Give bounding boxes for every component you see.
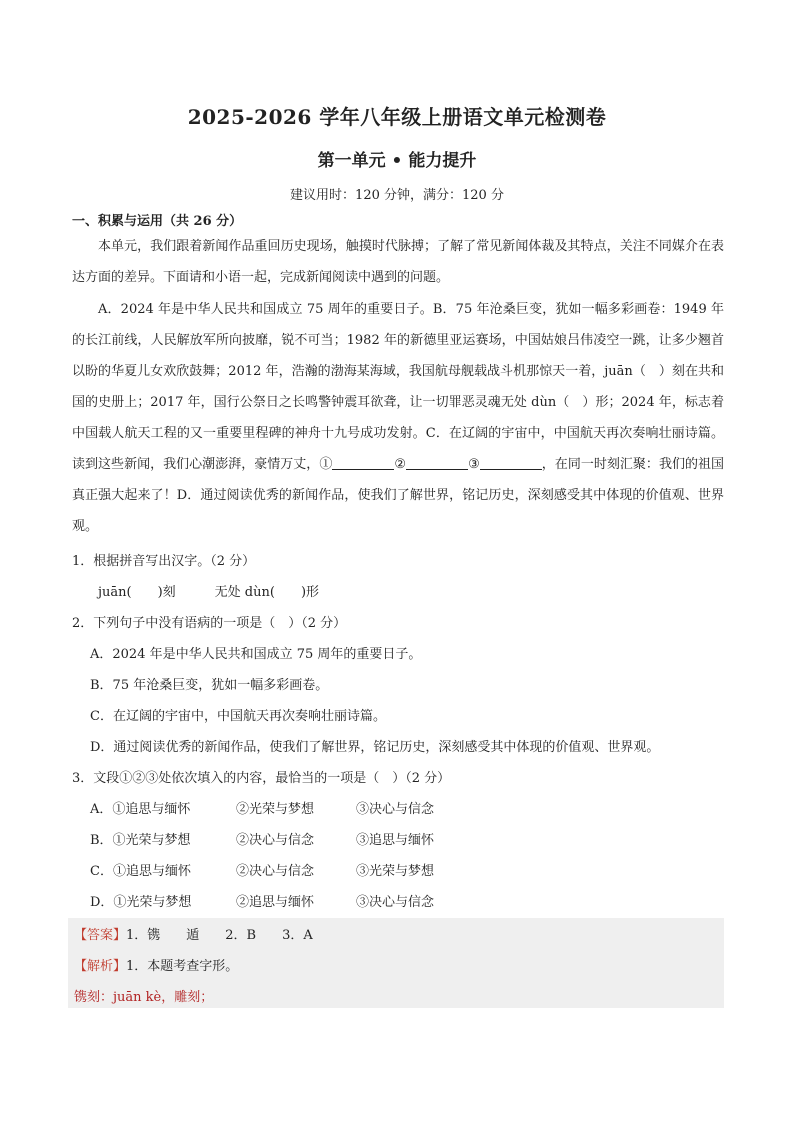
option-part: A．①追思与缅怀 (90, 802, 191, 817)
option-part: ③追思与缅怀 (356, 833, 435, 848)
passage-marker-2: ② (394, 457, 407, 472)
option-part: D．①光荣与梦想 (90, 895, 192, 910)
option-part: ③光荣与梦想 (356, 864, 435, 879)
option-part: ②决心与信念 (236, 864, 315, 879)
option-part: C．①追思与缅怀 (90, 864, 191, 879)
passage-intro: 本单元，我们跟着新闻作品重回历史现场，触摸时代脉搏；了解了常见新闻体裁及其特点，关注不同媒介在表达方面的差异。下面请和小语一起，完成新闻阅读中遇到的问题。 (72, 239, 724, 285)
blank-3 (480, 455, 542, 470)
time-score-info: 建议用时：120 分钟，满分：120 分 (290, 188, 504, 203)
option-part: ②光荣与梦想 (236, 802, 315, 817)
question-3-stem: 3．文段①②③处依次填入的内容，最恰当的一项是（ ）（2 分） (72, 771, 451, 786)
answer-label: 【答案】 (74, 928, 127, 943)
question-3-option-b (90, 829, 434, 848)
option-part: ③决心与信念 (356, 802, 435, 817)
option-part: ③决心与信念 (356, 895, 435, 910)
unit-subtitle: 第一单元 • 能力提升 (317, 151, 477, 171)
passage-text-a: A．2024 年是中华人民共和国成立 75 周年的重要日子。B．75 年沧桑巨变，犹如一幅多彩画卷：1949 年的长江前线，人民解放军所向披靡，锐不可当；1982 年的新德里亚运赛场，中国姑娘吕伟凌空一跳，让多少翘首以盼的华夏儿女欢欣鼓舞；2012 年，浩瀚的渤海某海域，我国航母舰载战斗机那惊天一着，juān（ ）刻在共和国的史册上；2017 年，国行公祭日之长鸣警钟震耳欲聋，让一切罪恶灵魂无处 dùn（ ）形；2024 年，标志着中国载人航天工程的又一重要里程碑的神舟十九号成功发射。C．在辽阔的宇宙中，中国航天再次奏响壮丽诗篇。读到这些新闻，我们心潮澎湃，豪情万丈，① (72, 302, 724, 472)
question-2-option-a: A．2024 年是中华人民共和国成立 75 周年的重要日子。 (90, 647, 422, 662)
option-part: B．①光荣与梦想 (90, 833, 191, 848)
passage-text-d: ，在同一时刻汇聚：我们的祖国真正强大起来了！D．通过阅读优秀的新闻作品，使我们了解世界，铭记历史，深刻感受其中体现的价值观、世界观。 (72, 457, 725, 534)
question-3-option-d (90, 891, 434, 910)
blank-2 (406, 455, 468, 470)
answer-line (74, 924, 313, 943)
passage-body (72, 294, 724, 542)
question-2-option-b: B．75 年沧桑巨变，犹如一幅多彩画卷。 (90, 678, 329, 693)
option-part: ②追思与缅怀 (236, 895, 315, 910)
question-2-option-c: C．在辽阔的宇宙中，中国航天再次奏响壮丽诗篇。 (90, 709, 386, 724)
page-title: 2025-2026 学年八年级上册语文单元检测卷 (187, 105, 607, 129)
passage-marker-3: ③ (468, 457, 480, 472)
question-3-option-c (90, 860, 434, 879)
question-2-stem: 2．下列句子中没有语病的一项是（ ）（2 分） (72, 616, 347, 631)
option-part: ②决心与信念 (236, 833, 315, 848)
analysis-label: 【解析】 (74, 959, 127, 974)
blank-1 (332, 455, 394, 470)
question-3-option-a (90, 798, 434, 817)
answer-text: 1．镌 遁 2．B 3．A (126, 928, 313, 943)
question-2-option-d: D．通过阅读优秀的新闻作品，使我们了解世界，铭记历史，深刻感受其中体现的价值观、世界观。 (90, 740, 660, 755)
analysis-text: 1．本题考查字形。 (126, 959, 239, 974)
question-1-stem: 1．根据拼音写出汉字。（2 分） (72, 554, 256, 569)
section-heading: 一、积累与运用（共 26 分） (72, 214, 243, 229)
analysis-line (74, 955, 238, 974)
analysis-note: 镌刻：juān kè，雕刻； (74, 990, 214, 1005)
question-1-fill: juān( )刻 无处 dùn( )形 (98, 585, 320, 600)
